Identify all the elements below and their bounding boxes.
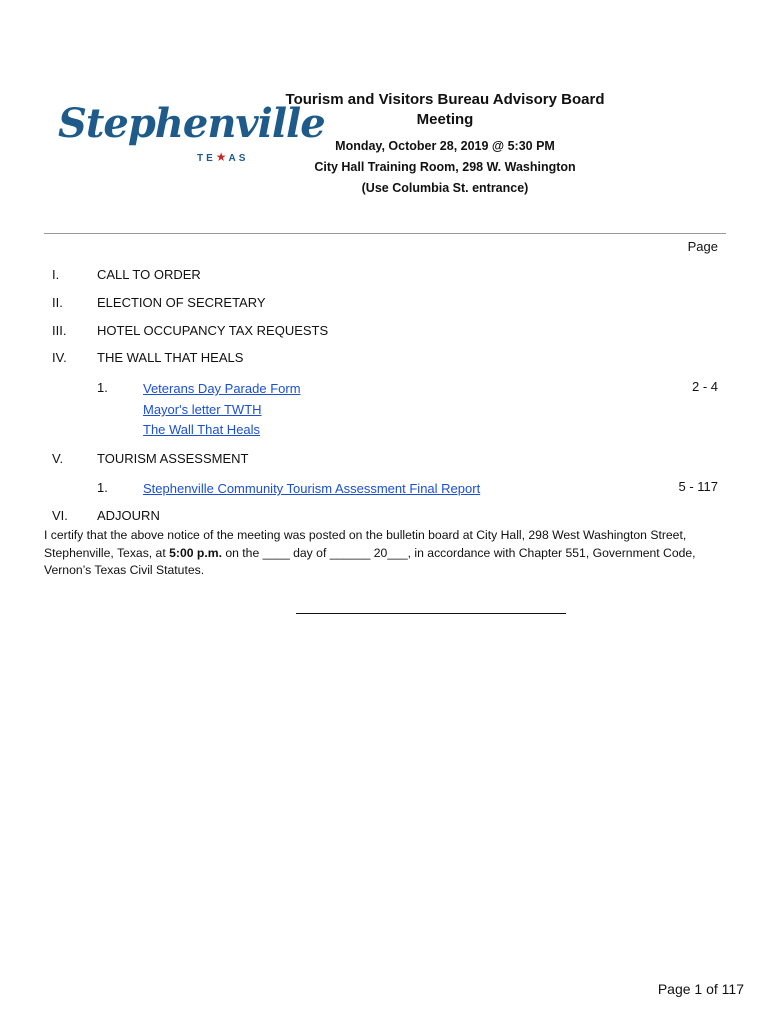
header-divider bbox=[44, 233, 726, 234]
agenda-text: ADJOURN bbox=[97, 508, 160, 523]
certification-time: 5:00 p.m. bbox=[169, 545, 222, 560]
agenda-number: II. bbox=[52, 295, 63, 310]
veterans-day-parade-form-link[interactable]: Veterans Day Parade Form bbox=[143, 381, 301, 396]
mayors-letter-link[interactable]: Mayor's letter TWTH bbox=[143, 402, 262, 417]
logo-state-left: TE bbox=[197, 153, 216, 164]
posting-certification bbox=[44, 527, 734, 580]
logo-script-text: Stephenville bbox=[58, 100, 325, 147]
meeting-header bbox=[270, 90, 620, 199]
meeting-title-line1: Tourism and Visitors Bureau Advisory Board bbox=[285, 91, 605, 108]
agenda-text: CALL TO ORDER bbox=[97, 267, 201, 282]
stephenville-logo bbox=[52, 100, 325, 172]
agenda-number: IV. bbox=[52, 350, 67, 365]
meeting-entrance-note: (Use Columbia St. entrance) bbox=[361, 181, 529, 195]
agenda-number: VI. bbox=[52, 508, 68, 523]
page-number-footer: Page 1 of 117 bbox=[657, 981, 744, 997]
subitem-number: 1. bbox=[97, 480, 108, 495]
page-column-label: Page bbox=[687, 239, 718, 254]
certification-text-part1: I certify that the above notice of the meeting was posted on the bulletin board at City Hall, 298 West Washington Street, Stephenville, Texas, at bbox=[44, 528, 687, 560]
wall-subitem-pages: 2 - 4 bbox=[691, 379, 718, 394]
logo-state-right: AS bbox=[228, 153, 249, 164]
star-icon: ★ bbox=[215, 150, 229, 164]
subitem-number: 1. bbox=[97, 380, 108, 395]
logo-state-text bbox=[197, 150, 248, 164]
tourism-subitem-pages: 5 - 117 bbox=[678, 479, 718, 494]
wall-that-heals-link[interactable]: The Wall That Heals bbox=[143, 422, 261, 437]
meeting-location: City Hall Training Room, 298 W. Washington bbox=[314, 160, 576, 174]
agenda-text: ELECTION OF SECRETARY bbox=[97, 295, 266, 310]
meeting-title-line2: Meeting bbox=[416, 111, 474, 128]
agenda-text: HOTEL OCCUPANCY TAX REQUESTS bbox=[97, 323, 329, 338]
agenda-text: THE WALL THAT HEALS bbox=[97, 350, 244, 365]
agenda-text: TOURISM ASSESSMENT bbox=[97, 451, 249, 466]
certification-text-part2: on the ____ day of ______ 20___, in accordance with Chapter 551, Government Code, Vernon’s Texas Civil Statutes. bbox=[44, 545, 696, 577]
meeting-date: Monday, October 28, 2019 @ 5:30 PM bbox=[335, 139, 555, 153]
agenda-number: V. bbox=[52, 451, 64, 466]
agenda-number: I. bbox=[52, 267, 60, 282]
agenda-number: III. bbox=[52, 323, 67, 338]
tourism-assessment-report-link[interactable]: Stephenville Community Tourism Assessment Final Report bbox=[143, 481, 481, 496]
signature-line bbox=[296, 600, 566, 614]
